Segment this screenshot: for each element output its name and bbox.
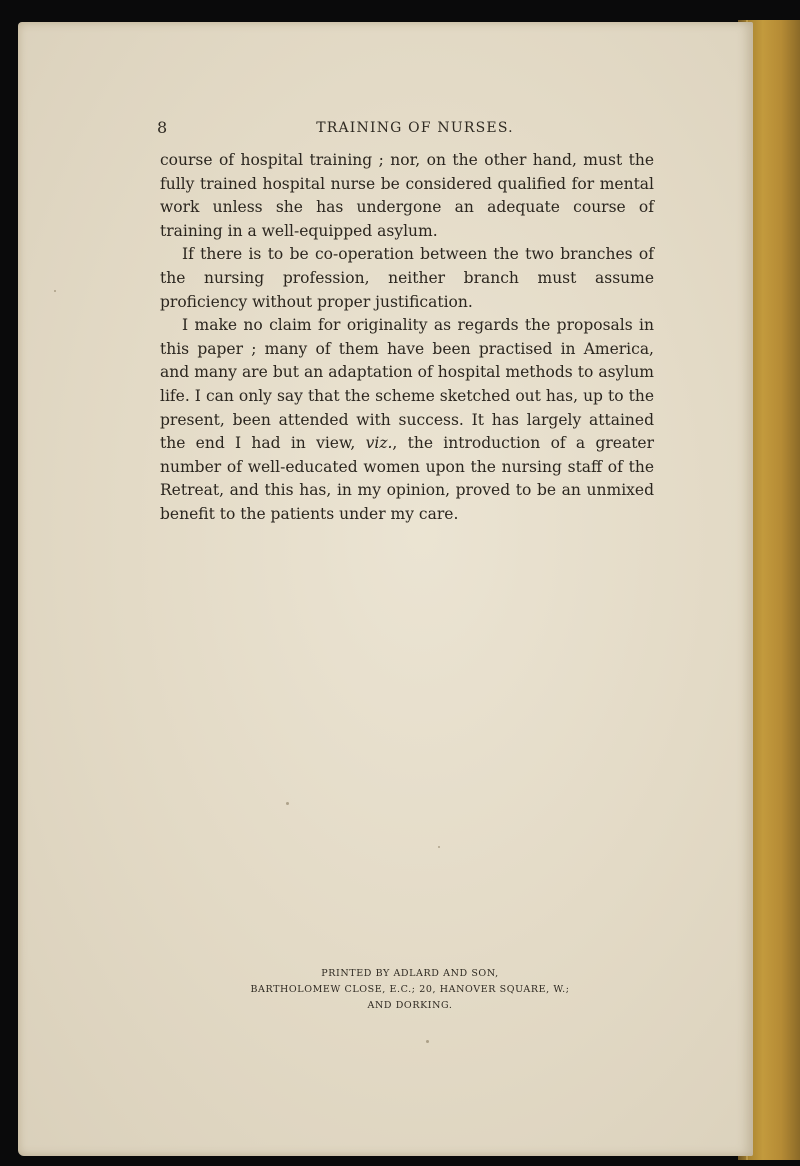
page-number: 8	[157, 118, 168, 137]
printer-imprint	[200, 966, 620, 1014]
paper-speck	[286, 802, 289, 805]
viz-abbreviation: viz.	[365, 434, 393, 453]
imprint-line-3: AND DORKING.	[367, 1000, 453, 1011]
imprint-line-2: BARTHOLOMEW CLOSE, E.C.; 20, HANOVER SQUARE, W.;	[250, 984, 570, 995]
paragraph-3	[160, 314, 654, 526]
imprint-line-1: PRINTED BY ADLARD AND SON,	[321, 968, 499, 979]
paragraph-1: course of hospital training ; nor, on the other hand, must the fully trained hospital nurse be considered qualified for mental work unless she has undergone an adequate course of training in a well-equipped asylum.	[160, 151, 654, 240]
paper-speck	[54, 290, 56, 292]
paragraph-3-part-a: I make no claim for originality as regards the proposals in this paper ; many of them have been practised in America, and many are but an adaptation of hospital methods to asylum life. I can only say that the scheme sketched out has, up to the present, been attended with success. It has largely attained the end I had in view,	[160, 316, 654, 453]
body-text	[160, 149, 654, 527]
paragraph-3-part-b: , the introduction of a greater number of well-educated women upon the nursing staff of the Retreat, and this has, in my opinion, proved to be an unmixed benefit to the patients under my care.	[160, 434, 654, 523]
paper-speck	[438, 846, 440, 848]
paragraph-2: If there is to be co-operation between the two branches of the nursing profession, neither branch must assume proficiency without proper justification.	[160, 245, 654, 311]
paper-speck	[426, 1040, 429, 1043]
running-head: TRAINING OF NURSES.	[316, 120, 514, 136]
